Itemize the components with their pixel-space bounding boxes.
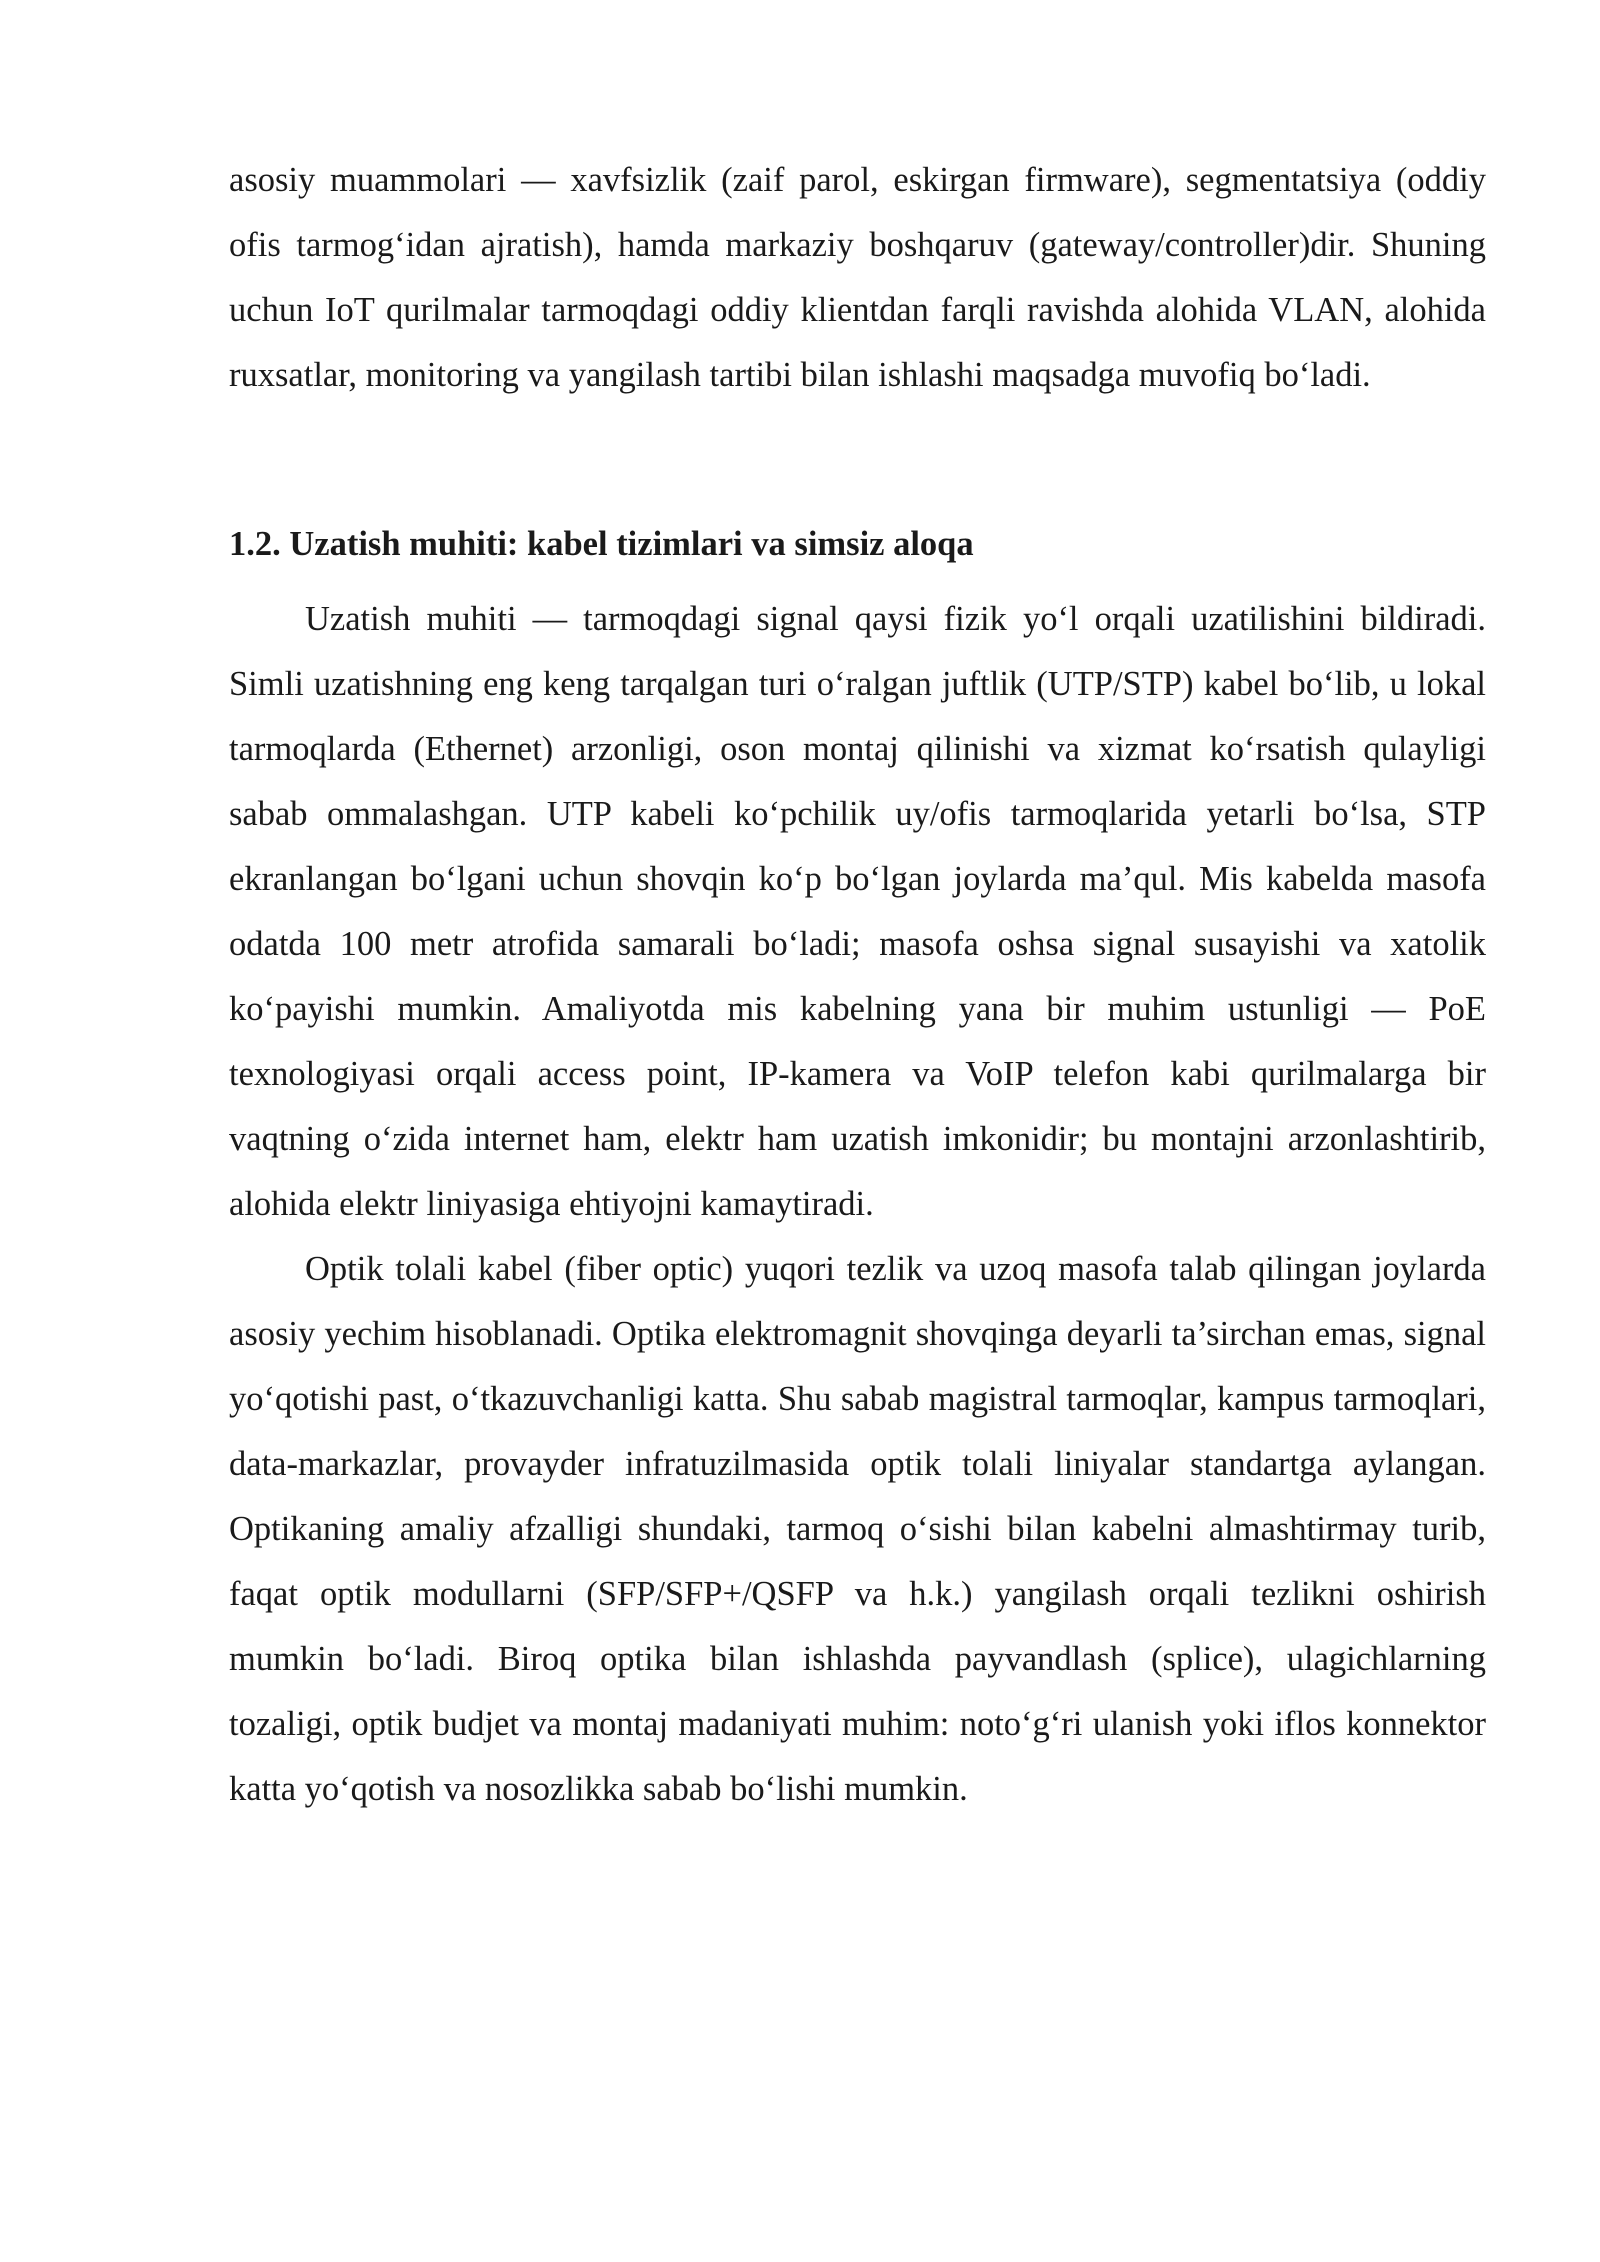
document-body	[229, 148, 1486, 1822]
paragraph-intro-continuation: asosiy muammolari — xavfsizlik (zaif parol, eskirgan firmware), segmentatsiya (oddiy ofis tarmog‘idan ajratish), hamda markaziy boshqaruv (gateway/controller)dir. Shuning uchun IoT qurilmalar tarmoqdagi oddiy klientdan farqli ravishda alohida VLAN, alohida ruxsatlar, monitoring va yangilash tartibi bilan ishlashi maqsadga muvofiq bo‘ladi.	[229, 161, 1486, 394]
paragraph-transmission-medium: Uzatish muhiti — tarmoqdagi signal qaysi fizik yo‘l orqali uzatilishini bildiradi. Simli uzatishning eng keng tarqalgan turi o‘ralgan juftlik (UTP/STP) kabel bo‘lib, u lokal tarmoqlarda (Ethernet) arzonligi, oson montaj qilinishi va xizmat ko‘rsatish qulayligi sabab ommalashgan. UTP kabeli ko‘pchilik uy/ofis tarmoqlarida yetarli bo‘lsa, STP ekranlangan bo‘lgani uchun shovqin ko‘p bo‘lgan joylarda ma’qul. Mis kabelda masofa odatda 100 metr atrofida samarali bo‘ladi; masofa oshsa signal susayishi va xatolik ko‘payishi mumkin. Amaliyotda mis kabelning yana bir muhim ustunligi — PoE texnologiyasi orqali access point, IP-kamera va VoIP telefon kabi qurilmalarga bir vaqtning o‘zida internet ham, elektr ham uzatish imkonidir; bu montajni arzonlashtirib, alohida elektr liniyasiga ehtiyojni kamaytiradi.	[229, 600, 1486, 1223]
paragraph-fiber-optic: Optik tolali kabel (fiber optic) yuqori tezlik va uzoq masofa talab qilingan joylarda asosiy yechim hisoblanadi. Optika elektromagnit shovqinga deyarli ta’sirchan emas, signal yo‘qotishi past, o‘tkazuvchanligi katta. Shu sabab magistral tarmoqlar, kampus tarmoqlari, data-markazlar, provayder infratuzilmasida optik tolali liniyalar standartga aylangan. Optikaning amaliy afzalligi shundaki, tarmoq o‘sishi bilan kabelni almashtirmay turib, faqat optik modullarni (SFP/SFP+/QSFP va h.k.) yangilash orqali tezlikni oshirish mumkin bo‘ladi. Biroq optika bilan ishlashda payvandlash (splice), ulagichlarning tozaligi, optik budjet va montaj madaniyati muhim: noto‘g‘ri ulanish yoki iflos konnektor katta yo‘qotish va nosozlikka sabab bo‘lishi mumkin.	[229, 1250, 1486, 1808]
section-heading: 1.2. Uzatish muhiti: kabel tizimlari va simsiz aloqa	[229, 525, 974, 563]
